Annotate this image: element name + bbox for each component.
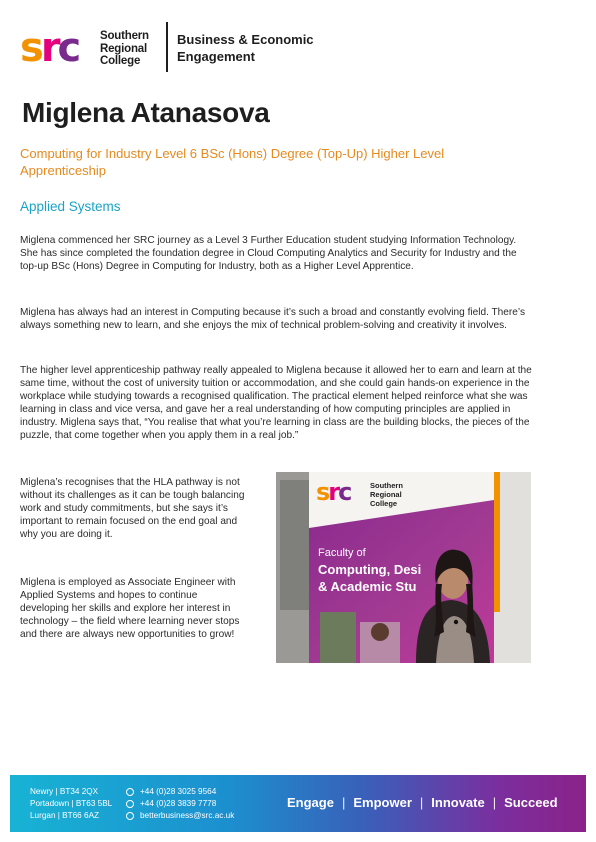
header-divider: [166, 22, 168, 72]
address-newry: Newry | BT34 2QX: [30, 787, 99, 796]
paragraph-4: Miglena’s recognises that the HLA pathway is not without its challenges as it can be tough balancing work and study commitments, but she says it’s important to remain focused on the end goal and why you are doing it.: [20, 477, 245, 541]
svg-text:src: src: [20, 29, 79, 69]
tagline: [287, 795, 558, 810]
course-title: Computing for Industry Level 6 BSc (Hons) Degree (Top-Up) Higher Level Apprenticeship: [20, 146, 445, 178]
src-logo: [20, 26, 149, 72]
footer-banner: [10, 775, 586, 832]
tagline-engage: Engage: [287, 795, 334, 810]
banner-line-2: Computing, Desi: [318, 562, 422, 577]
tagline-separator: |: [492, 795, 497, 810]
banner-line-3: & Academic Stu: [318, 579, 417, 594]
email-link[interactable]: betterbusiness@src.ac.uk: [140, 811, 235, 820]
email-icon: [126, 812, 134, 820]
paragraph-5: Miglena is employed as Associate Engineer with Applied Systems and hopes to continue developing her skills and explore her interest in technology – the field where learning never stops and there are always new opportunities to grow!: [20, 577, 240, 641]
src-logo-mark: [20, 29, 100, 69]
student-photo: [276, 472, 531, 663]
contact-details: [126, 786, 234, 822]
phone-2[interactable]: +44 (0)28 3839 7778: [140, 799, 217, 808]
photo-illustration: [276, 472, 531, 663]
banner-college-line-2: Regional: [370, 490, 402, 499]
department-title: Business & Economic Engagement: [177, 32, 314, 64]
tagline-separator: |: [419, 795, 424, 810]
paragraph-2: Miglena has always had an interest in Computing because it’s such a broad and constantly evolving field. There’s always something new to learn, and she enjoys the mix of technical problem-solving and creativity it involves.: [20, 307, 525, 332]
tagline-succeed: Succeed: [504, 795, 558, 810]
phone-icon: [126, 788, 134, 796]
phone-icon: [126, 800, 134, 808]
paragraph-1: Miglena commenced her SRC journey as a Level 3 Further Education student studying Information Technology. She has since completed the foundation degree in Cloud Computing Analytics and Security for Industry and the top-up BSc (Hons) Degree in Computing for Industry, both as a Higher Level Apprentice.: [20, 235, 517, 273]
student-name: Miglena Atanasova: [22, 97, 270, 128]
employer-name: Applied Systems: [20, 199, 121, 214]
banner-college-line-3: College: [370, 499, 398, 508]
college-name: Southern Regional College: [100, 30, 149, 68]
banner-college-line-1: Southern: [370, 481, 403, 490]
tagline-separator: |: [341, 795, 346, 810]
tagline-empower: Empower: [353, 795, 412, 810]
address-portadown: Portadown | BT63 5BL: [30, 799, 113, 808]
tagline-innovate: Innovate: [431, 795, 485, 810]
banner-line-1: Faculty of: [318, 547, 366, 559]
paragraph-3: The higher level apprenticeship pathway really appealed to Miglena because it allowed her to earn and learn at the same time, without the cost of university tuition or accommodation, and she could gain hands-on experience in the workplace while studying towards a recognised qualification. The practical element helped reinforce what she was learning in class and vice versa, and gave her a real understanding of how computing principles are applied in industry. Miglena says that, “You realise that what you’re learning in class are the building blocks, the pieces of the puzzle, that come together when you apply them in a real job.”: [20, 365, 532, 442]
phone-1[interactable]: +44 (0)28 3025 9564: [140, 787, 217, 796]
svg-text:src: src: [316, 478, 351, 506]
address-lurgan: Lurgan | BT66 6AZ: [30, 811, 100, 820]
campus-addresses: [30, 786, 112, 822]
